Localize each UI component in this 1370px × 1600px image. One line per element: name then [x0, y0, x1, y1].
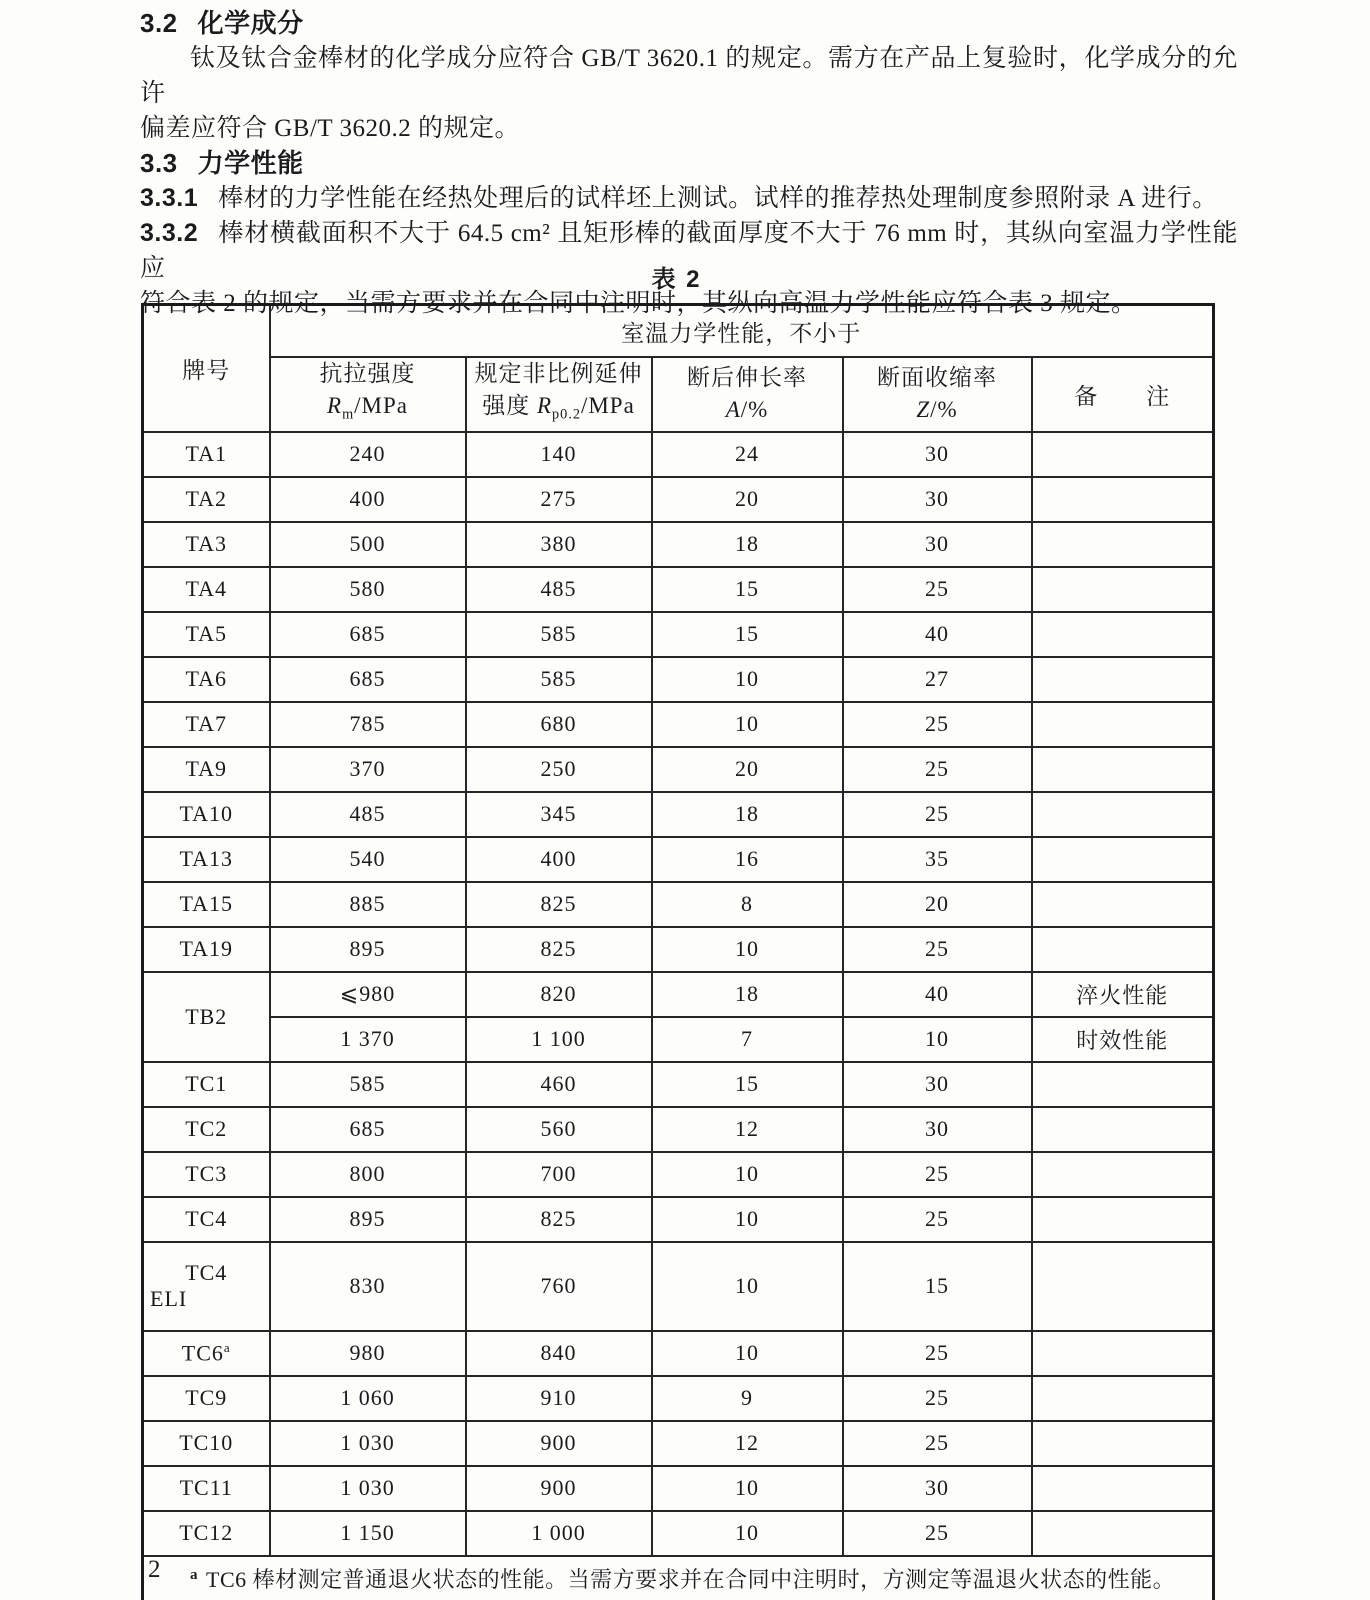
value-cell: 30: [843, 1062, 1032, 1107]
section-heading: [140, 6, 1238, 41]
text-line: [140, 181, 1238, 216]
grade-cell: TA5: [143, 612, 270, 657]
grade-footnote-marker: a: [223, 1339, 231, 1355]
value-cell: 25: [843, 1511, 1032, 1556]
value-cell: 10: [652, 1152, 843, 1197]
value-cell: 830: [270, 1242, 466, 1331]
clause-number: 3.3: [140, 148, 178, 178]
value-cell: 275: [466, 477, 652, 522]
remark-cell: [1032, 747, 1214, 792]
header-proof-title: 规定非比例延伸: [474, 361, 643, 386]
value-cell: 10: [652, 1331, 843, 1376]
clause-number: 3.3.1: [140, 184, 199, 212]
value-cell: 900: [466, 1466, 652, 1511]
grade-cell: TB2: [143, 972, 270, 1062]
table-footer: [143, 1556, 1214, 1600]
grade-cell: [143, 1242, 270, 1331]
value-cell: 20: [652, 747, 843, 792]
grade-cell: TA3: [143, 522, 270, 567]
header-tensile-title: 抗拉强度: [319, 361, 416, 386]
header-proof-symbol: 强度 $R_{p0.2}$/MPa: [482, 393, 635, 423]
value-cell: 25: [843, 702, 1032, 747]
value-cell: 30: [843, 1466, 1032, 1511]
value-cell: 980: [270, 1331, 466, 1376]
table-row: [143, 477, 1214, 522]
table-row: [143, 1331, 1214, 1376]
value-cell: 1 000: [466, 1511, 652, 1556]
value-cell: 25: [843, 747, 1032, 792]
grade-cell: TA13: [143, 837, 270, 882]
grade-cell: TC11: [143, 1466, 270, 1511]
table-row: [143, 927, 1214, 972]
value-cell: 30: [843, 477, 1032, 522]
table-row: [143, 1062, 1214, 1107]
remark-cell: [1032, 657, 1214, 702]
header-elongation-symbol: A/%: [725, 397, 769, 423]
remark-cell: [1032, 882, 1214, 927]
remark-cell: [1032, 792, 1214, 837]
value-cell: 825: [466, 927, 652, 972]
value-cell: 1 370: [270, 1017, 466, 1062]
grade-cell: TC12: [143, 1511, 270, 1556]
grade-cell: TC4: [143, 1197, 270, 1242]
grade-cell: TC2: [143, 1107, 270, 1152]
value-cell: 585: [270, 1062, 466, 1107]
value-cell: 825: [466, 1197, 652, 1242]
value-cell: 140: [466, 432, 652, 477]
remark-cell: [1032, 702, 1214, 747]
value-cell: 20: [652, 477, 843, 522]
table-row: [143, 702, 1214, 747]
value-cell: 1 100: [466, 1017, 652, 1062]
value-cell: 825: [466, 882, 652, 927]
value-cell: 560: [466, 1107, 652, 1152]
value-cell: 7: [652, 1017, 843, 1062]
value-cell: 30: [843, 522, 1032, 567]
value-cell: 8: [652, 882, 843, 927]
value-cell: 885: [270, 882, 466, 927]
grade-cell: TA10: [143, 792, 270, 837]
text-span: 符合表 2 的规定，当需方要求并在合同中注明时，其纵向高温力学性能应符合表 3 规定。: [140, 290, 1137, 317]
grade-cell: TA15: [143, 882, 270, 927]
value-cell: 25: [843, 1331, 1032, 1376]
value-cell: 785: [270, 702, 466, 747]
value-cell: 1 030: [270, 1421, 466, 1466]
grade-cell: TA4: [143, 567, 270, 612]
value-cell: 820: [466, 972, 652, 1017]
table-row: [143, 612, 1214, 657]
remark-cell: [1032, 837, 1214, 882]
remark-cell: [1032, 522, 1214, 567]
grade-cell: TC9: [143, 1376, 270, 1421]
value-cell: 40: [843, 612, 1032, 657]
table-row: [143, 882, 1214, 927]
table-2: [141, 303, 1215, 1600]
header-tensile-symbol: $R_m$/MPa: [327, 393, 408, 423]
value-cell: 25: [843, 1197, 1032, 1242]
grade-cell: TA1: [143, 432, 270, 477]
table-row: [143, 1152, 1214, 1197]
value-cell: 840: [466, 1331, 652, 1376]
text-span: 力学性能: [197, 148, 304, 178]
header-grade: 牌号: [143, 305, 270, 432]
value-cell: 240: [270, 432, 466, 477]
table-row: [143, 1242, 1214, 1331]
remark-cell: [1032, 1511, 1214, 1556]
value-cell: 10: [843, 1017, 1032, 1062]
remark-cell: 时效性能: [1032, 1017, 1214, 1062]
table-row: [143, 837, 1214, 882]
clause-number: 3.2: [140, 8, 178, 38]
header-tensile-strength: [270, 357, 466, 432]
value-cell: 1 030: [270, 1466, 466, 1511]
remark-cell: [1032, 1107, 1214, 1152]
grade-cell: TC6$^a$: [143, 1331, 270, 1376]
value-cell: 18: [652, 522, 843, 567]
value-cell: 9: [652, 1376, 843, 1421]
value-cell: 25: [843, 1376, 1032, 1421]
header-proof-strength: [466, 357, 652, 432]
value-cell: 900: [466, 1421, 652, 1466]
value-cell: 12: [652, 1421, 843, 1466]
value-cell: 895: [270, 1197, 466, 1242]
value-cell: 20: [843, 882, 1032, 927]
remark-cell: 淬火性能: [1032, 972, 1214, 1017]
table-row: [143, 432, 1214, 477]
value-cell: 1 150: [270, 1511, 466, 1556]
table-row: [143, 1466, 1214, 1511]
grade-line: ELI: [150, 1286, 188, 1312]
remark-cell: [1032, 432, 1214, 477]
value-cell: 485: [270, 792, 466, 837]
footnote-text: TC6 棒材测定普通退火状态的性能。当需方要求并在合同中注明时，方测定等温退火状态的性能。: [206, 1567, 1176, 1593]
table-row: [143, 1107, 1214, 1152]
value-cell: 10: [652, 927, 843, 972]
table-body: [143, 432, 1214, 1556]
header-reduction-symbol: Z/%: [916, 397, 958, 423]
value-cell: 35: [843, 837, 1032, 882]
value-cell: 400: [466, 837, 652, 882]
grade-cell: TC3: [143, 1152, 270, 1197]
value-cell: 12: [652, 1107, 843, 1152]
value-cell: 580: [270, 567, 466, 612]
text-span: 钛及钛合金棒材的化学成分应符合 GB/T 3620.1 的规定。需方在产品上复验时，化学成分的允许: [140, 45, 1238, 107]
header-group: 室温力学性能，不小于: [270, 305, 1214, 358]
value-cell: 25: [843, 927, 1032, 972]
remark-cell: [1032, 1062, 1214, 1107]
value-cell: 685: [270, 612, 466, 657]
grade-cell: TC1: [143, 1062, 270, 1107]
remark-cell: [1032, 477, 1214, 522]
value-cell: 380: [466, 522, 652, 567]
text-span: 棒材横截面积不大于 64.5 cm² 且矩形棒的截面厚度不大于 76 mm 时，其纵向室温力学性能应: [140, 220, 1238, 282]
value-cell: 10: [652, 1242, 843, 1331]
value-cell: 10: [652, 702, 843, 747]
clause-number: 3.3.2: [140, 219, 199, 247]
value-cell: 345: [466, 792, 652, 837]
grade-cell: TA6: [143, 657, 270, 702]
header-remarks: 备 注: [1032, 357, 1214, 432]
grade-cell: TA19: [143, 927, 270, 972]
value-cell: 485: [466, 567, 652, 612]
value-cell: 24: [652, 432, 843, 477]
remark-cell: [1032, 1466, 1214, 1511]
value-cell: 30: [843, 432, 1032, 477]
remark-cell: [1032, 1197, 1214, 1242]
remark-cell: [1032, 1331, 1214, 1376]
text-line: [140, 41, 1238, 111]
value-cell: 16: [652, 837, 843, 882]
value-cell: 15: [843, 1242, 1032, 1331]
value-cell: 18: [652, 792, 843, 837]
value-cell: 27: [843, 657, 1032, 702]
grade-cell: TC10: [143, 1421, 270, 1466]
value-cell: 30: [843, 1107, 1032, 1152]
page-number: 2: [148, 1556, 161, 1583]
grade-cell: TA2: [143, 477, 270, 522]
footnote-marker: a: [190, 1566, 198, 1583]
value-cell: 10: [652, 1511, 843, 1556]
value-cell: 40: [843, 972, 1032, 1017]
value-cell: 10: [652, 657, 843, 702]
header-reduction: [843, 357, 1032, 432]
value-cell: 680: [466, 702, 652, 747]
value-cell: 25: [843, 792, 1032, 837]
value-cell: 10: [652, 1466, 843, 1511]
remark-cell: [1032, 1421, 1214, 1466]
remark-cell: [1032, 927, 1214, 972]
text-line: [140, 111, 1238, 146]
section-heading: [140, 146, 1238, 181]
header-reduction-title: 断面收缩率: [877, 365, 997, 391]
value-cell: 25: [843, 567, 1032, 612]
value-cell: 700: [466, 1152, 652, 1197]
table-row: [143, 792, 1214, 837]
value-cell: 460: [466, 1062, 652, 1107]
remark-cell: [1032, 1152, 1214, 1197]
table-row: [143, 1017, 1214, 1062]
value-cell: 15: [652, 567, 843, 612]
value-cell: 500: [270, 522, 466, 567]
table-row: [143, 1376, 1214, 1421]
text-span: 棒材的力学性能在经热处理后的试样坯上测试。试样的推荐热处理制度参照附录 A 进行。: [218, 185, 1218, 212]
remark-cell: [1032, 1242, 1214, 1331]
text-span: 偏差应符合 GB/T 3620.2 的规定。: [140, 115, 520, 142]
value-cell: 15: [652, 1062, 843, 1107]
table-row: [143, 522, 1214, 567]
remark-cell: [1032, 567, 1214, 612]
grade-line: TC4: [185, 1260, 228, 1286]
value-cell: 25: [843, 1152, 1032, 1197]
remark-cell: [1032, 1376, 1214, 1421]
value-cell: 25: [843, 1421, 1032, 1466]
value-cell: 1 060: [270, 1376, 466, 1421]
value-cell: 685: [270, 1107, 466, 1152]
table-row: [143, 972, 1214, 1017]
value-cell: 540: [270, 837, 466, 882]
value-cell: 760: [466, 1242, 652, 1331]
table-header: [143, 305, 1214, 432]
value-cell: 18: [652, 972, 843, 1017]
table-row: [143, 1197, 1214, 1242]
value-cell: 15: [652, 612, 843, 657]
grade-cell: TA7: [143, 702, 270, 747]
value-cell: 685: [270, 657, 466, 702]
table-row: [143, 747, 1214, 792]
value-cell: 370: [270, 747, 466, 792]
table-row: [143, 657, 1214, 702]
header-elongation-title: 断后伸长率: [687, 365, 807, 391]
value-cell: 10: [652, 1197, 843, 1242]
value-cell: 585: [466, 612, 652, 657]
remark-cell: [1032, 612, 1214, 657]
value-cell: ⩽980: [270, 972, 466, 1017]
table-row: [143, 1421, 1214, 1466]
table-footnote: [143, 1556, 1214, 1600]
table-row: [143, 567, 1214, 612]
value-cell: 585: [466, 657, 652, 702]
table-caption: 表 2: [651, 266, 702, 293]
value-cell: 250: [466, 747, 652, 792]
value-cell: 910: [466, 1376, 652, 1421]
header-elongation: [652, 357, 843, 432]
value-cell: 400: [270, 477, 466, 522]
text-span: 化学成分: [197, 8, 304, 38]
value-cell: 800: [270, 1152, 466, 1197]
table-row: [143, 1511, 1214, 1556]
value-cell: 895: [270, 927, 466, 972]
grade-cell: TA9: [143, 747, 270, 792]
